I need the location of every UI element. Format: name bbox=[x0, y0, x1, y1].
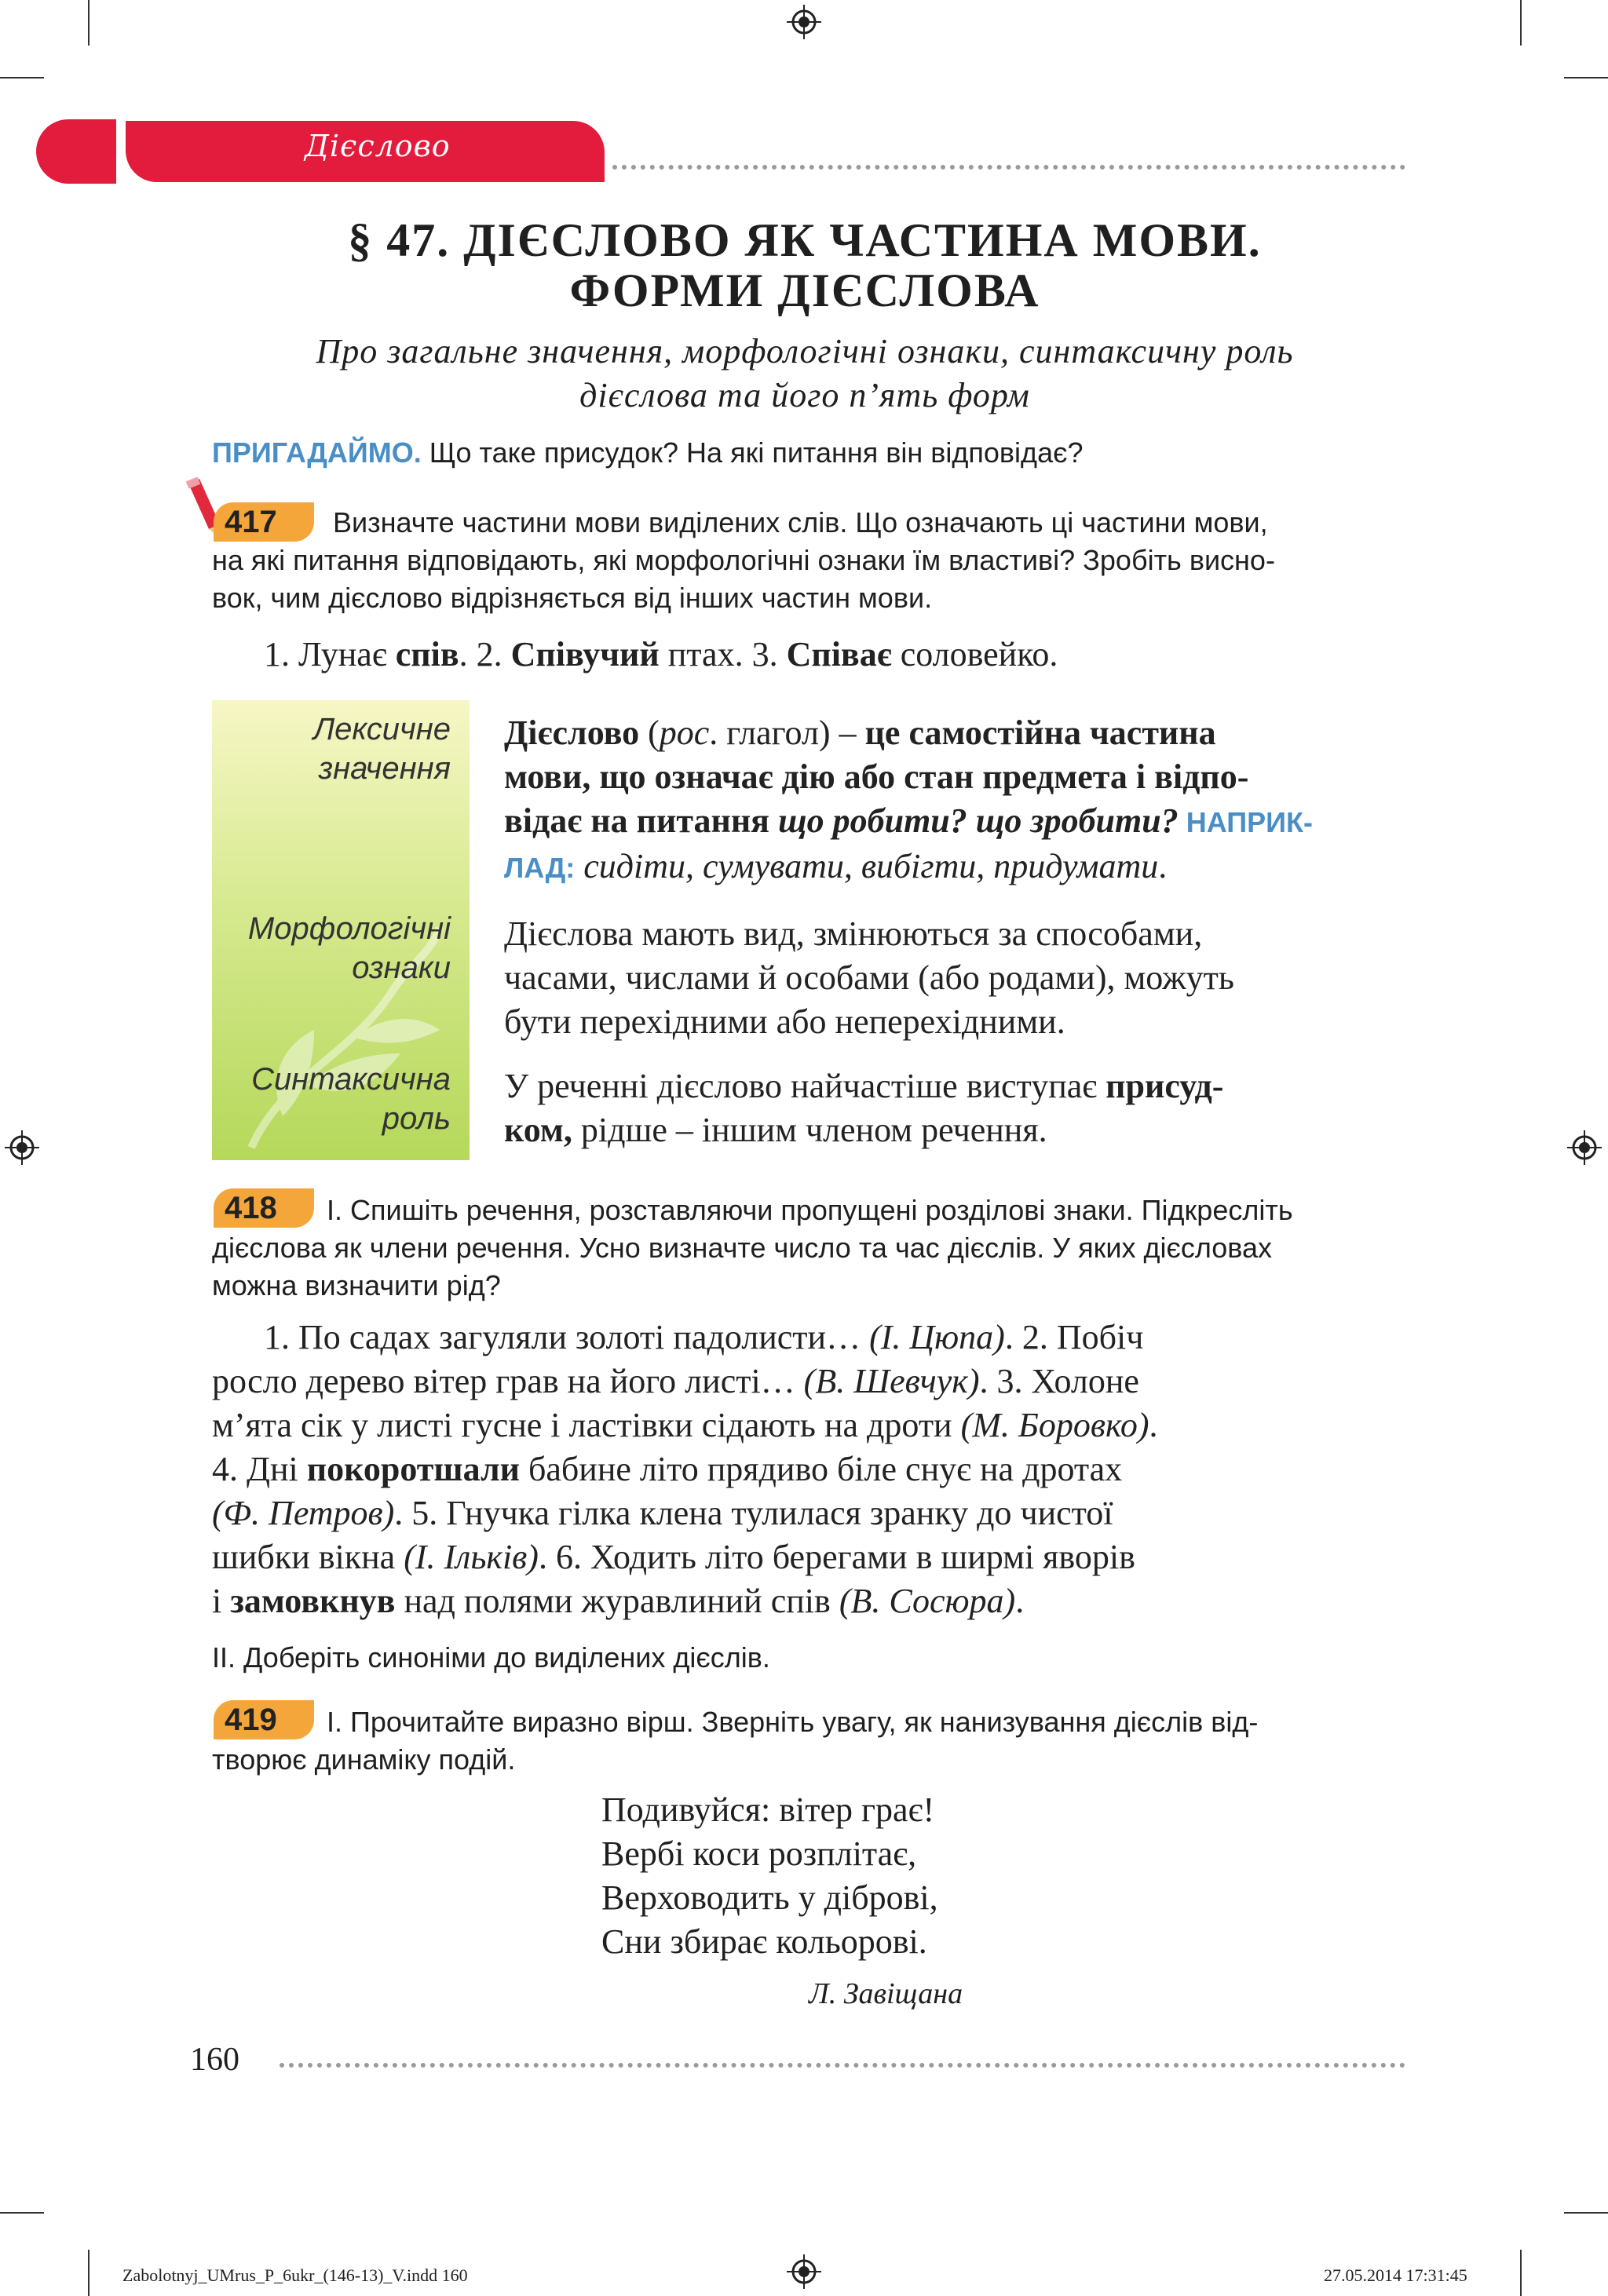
task418-sentence-line bbox=[212, 1404, 1405, 1447]
registration-mark-icon bbox=[787, 2254, 821, 2289]
task418-line: І. Спишіть речення, розставляючи пропущені розділові знаки. Підкресліть bbox=[327, 1194, 1293, 1226]
text-run: . bbox=[1015, 1582, 1025, 1620]
text-run: 1. По садах загуляли золоті падолисти… bbox=[264, 1318, 870, 1356]
text-run: соловейко. bbox=[891, 635, 1058, 673]
text-run: Дієслово bbox=[504, 714, 640, 752]
text-run: . 2. bbox=[459, 635, 511, 673]
task418-sentence-line bbox=[212, 1535, 1405, 1579]
definition-text bbox=[504, 711, 1405, 890]
task418-sentence-line bbox=[212, 1316, 1405, 1360]
text-run: ЛАД: bbox=[504, 852, 576, 884]
task-number-badge: 419 bbox=[214, 1700, 314, 1739]
remember-text: Що таке присудок? На які питання він відповідає? bbox=[429, 436, 1084, 469]
morph-text: Дієслова мають вид, змінюються за способами, часами, числами й особами (або родами), можуть бути перехідними або неперехідними. bbox=[504, 914, 1234, 1041]
crop-mark bbox=[88, 0, 90, 46]
text-run: НАПРИК- bbox=[1178, 806, 1313, 838]
text-run: покоротшали bbox=[306, 1450, 520, 1488]
poem-line: Вербі коси розплітає, bbox=[601, 1834, 917, 1873]
text-run: спів bbox=[395, 635, 459, 673]
registration-mark-icon bbox=[5, 1130, 39, 1165]
text-run: ком, bbox=[504, 1111, 572, 1149]
text-run: (І. Ільків) bbox=[404, 1538, 539, 1576]
header-dotted-rule bbox=[612, 165, 1405, 170]
text-run: сидіти, сумувати, вибігти, придумати bbox=[575, 847, 1159, 885]
sidebar-label-lexical: Лексичне значення bbox=[312, 712, 451, 786]
definition-line bbox=[504, 711, 1405, 755]
page-number: 160 bbox=[190, 2042, 239, 2078]
task-number-badge: 417 bbox=[214, 502, 314, 542]
task417-line: Визначте частини мови виділених слів. Що означають ці частини мови, bbox=[333, 506, 1268, 538]
text-run: присуд- bbox=[1106, 1067, 1224, 1105]
sidebar-label-syntax: Синтаксична роль bbox=[251, 1062, 451, 1136]
text-run: над полями журавлиний спів bbox=[395, 1582, 839, 1620]
definition-line bbox=[504, 755, 1405, 799]
poem-line: Подивуйся: вітер грає! bbox=[601, 1790, 935, 1829]
task418-part2: ІІ. Доберіть синоніми до виділених дієслів. bbox=[212, 1641, 770, 1674]
text-run: ( bbox=[639, 714, 660, 752]
crop-mark bbox=[1520, 2250, 1522, 2296]
task417-example bbox=[264, 633, 1058, 677]
text-run: Співучий bbox=[510, 635, 660, 673]
crop-mark bbox=[88, 2250, 90, 2296]
section-tab-accent bbox=[36, 119, 116, 184]
definition-line bbox=[504, 845, 1405, 890]
crop-mark bbox=[1564, 77, 1608, 78]
page-title-line2: ФОРМИ ДІЄСЛОВА bbox=[569, 265, 1040, 316]
footer-file-info: Zabolotnyj_UMrus_P_6ukr_(146-13)_V.indd 160 bbox=[122, 2265, 468, 2285]
sidebar-label-morph: Морфологічні ознаки bbox=[247, 911, 451, 985]
poem bbox=[601, 1788, 938, 1964]
crop-mark bbox=[1520, 0, 1522, 46]
text-run: рідше – іншим членом речення. bbox=[572, 1111, 1047, 1149]
text-run: 4. Дні bbox=[212, 1450, 307, 1488]
subtitle-line2: дієслова та його п’ять форм bbox=[579, 376, 1030, 414]
text-run: рос bbox=[659, 714, 710, 752]
text-run: замовкнув bbox=[230, 1582, 396, 1620]
task-number-badge: 418 bbox=[214, 1188, 314, 1228]
text-run: 1. Лунає bbox=[264, 635, 396, 673]
task418-sentence-line bbox=[212, 1447, 1405, 1491]
text-run: (І. Цюпа) bbox=[869, 1318, 1005, 1356]
task418-line: дієслова як члени речення. Усно визначте число та час дієслів. У яких дієсловах bbox=[212, 1232, 1272, 1264]
task418-sentence-line bbox=[212, 1491, 1405, 1535]
text-run: Співає bbox=[786, 635, 892, 673]
text-run: шибки вікна bbox=[212, 1538, 404, 1576]
text-run: . глагол) – bbox=[709, 714, 865, 752]
task417-line: на які питання відповідають, які морфологічні ознаки їм властиві? Зробіть висно- bbox=[212, 544, 1275, 576]
registration-mark-icon bbox=[1567, 1130, 1602, 1165]
text-run: і bbox=[212, 1582, 231, 1620]
task418-line: можна визначити рід? bbox=[212, 1269, 501, 1301]
syntax-text bbox=[504, 1064, 1405, 1152]
text-run: (В. Шевчук) bbox=[803, 1362, 980, 1400]
subtitle-line1: Про загальне значення, морфологічні ознаки, синтаксичну роль bbox=[316, 332, 1294, 370]
registration-mark-icon bbox=[787, 5, 821, 39]
footer-date: 27.05.2014 17:31:45 bbox=[1324, 2265, 1467, 2285]
text-run: це самостійна частина bbox=[864, 714, 1216, 752]
text-run: (М. Боровко) bbox=[960, 1406, 1149, 1444]
crop-mark bbox=[0, 2212, 44, 2214]
task418-sentence-line bbox=[212, 1579, 1405, 1623]
text-run: мови, що означає дію або стан предмета і відпо- bbox=[504, 757, 1249, 796]
text-run: м’ята сік у листі гусне і ластівки сідають на дроти bbox=[212, 1406, 961, 1444]
text-run: . 5. Гнучка гілка клена тулилася зранку до чистої bbox=[394, 1494, 1113, 1532]
page-title-line1: § 47. ДІЄСЛОВО ЯК ЧАСТИНА МОВИ. bbox=[348, 214, 1262, 266]
syntax-line bbox=[504, 1064, 1405, 1108]
text-run: . 6. Ходить літо берегами в ширмі яворів bbox=[538, 1538, 1135, 1576]
crop-mark bbox=[1564, 2212, 1608, 2214]
task419-line: І. Прочитайте виразно вірш. Зверніть увагу, як нанизування дієслів від- bbox=[327, 1706, 1259, 1738]
syntax-line bbox=[504, 1108, 1405, 1152]
text-run: росло дерево вітер грав на його листі… bbox=[212, 1362, 804, 1400]
section-label: Дієслово bbox=[305, 129, 451, 163]
definition-line bbox=[504, 799, 1405, 845]
text-run: . bbox=[1158, 847, 1168, 885]
text-run: . bbox=[1149, 1406, 1158, 1444]
text-run: (В. Сосюра) bbox=[839, 1582, 1016, 1620]
text-run: У реченні дієслово найчастіше виступає bbox=[504, 1067, 1106, 1105]
task419-line: творює динаміку подій. bbox=[212, 1743, 516, 1776]
sidebar-panel bbox=[212, 700, 470, 1160]
task418-sentence-line bbox=[212, 1360, 1405, 1404]
text-run: . 2. Побіч bbox=[1004, 1318, 1144, 1356]
text-run: що робити? що зробити? bbox=[777, 801, 1179, 840]
text-run: бабине літо прядиво біле снує на дротах bbox=[520, 1450, 1123, 1488]
crop-mark bbox=[0, 77, 44, 78]
text-run: відає на питання bbox=[504, 801, 778, 840]
poem-line: Верховодить у діброві, bbox=[601, 1878, 938, 1917]
text-run: (Ф. Петров) bbox=[212, 1494, 395, 1532]
task417-line: вок, чим дієслово відрізняється від інших частин мови. bbox=[212, 582, 933, 614]
remember-keyword: ПРИГАДАЙМО. bbox=[212, 436, 422, 469]
poem-line: Сни збирає кольорові. bbox=[601, 1922, 927, 1961]
text-run: птах. 3. bbox=[659, 635, 787, 673]
footer-dotted-rule bbox=[280, 2063, 1405, 2068]
task418-sentences bbox=[212, 1316, 1405, 1623]
poem-author: Л. Завіщана bbox=[809, 1977, 963, 2010]
remember-prompt bbox=[212, 436, 1083, 469]
text-run: . 3. Холоне bbox=[979, 1362, 1139, 1400]
